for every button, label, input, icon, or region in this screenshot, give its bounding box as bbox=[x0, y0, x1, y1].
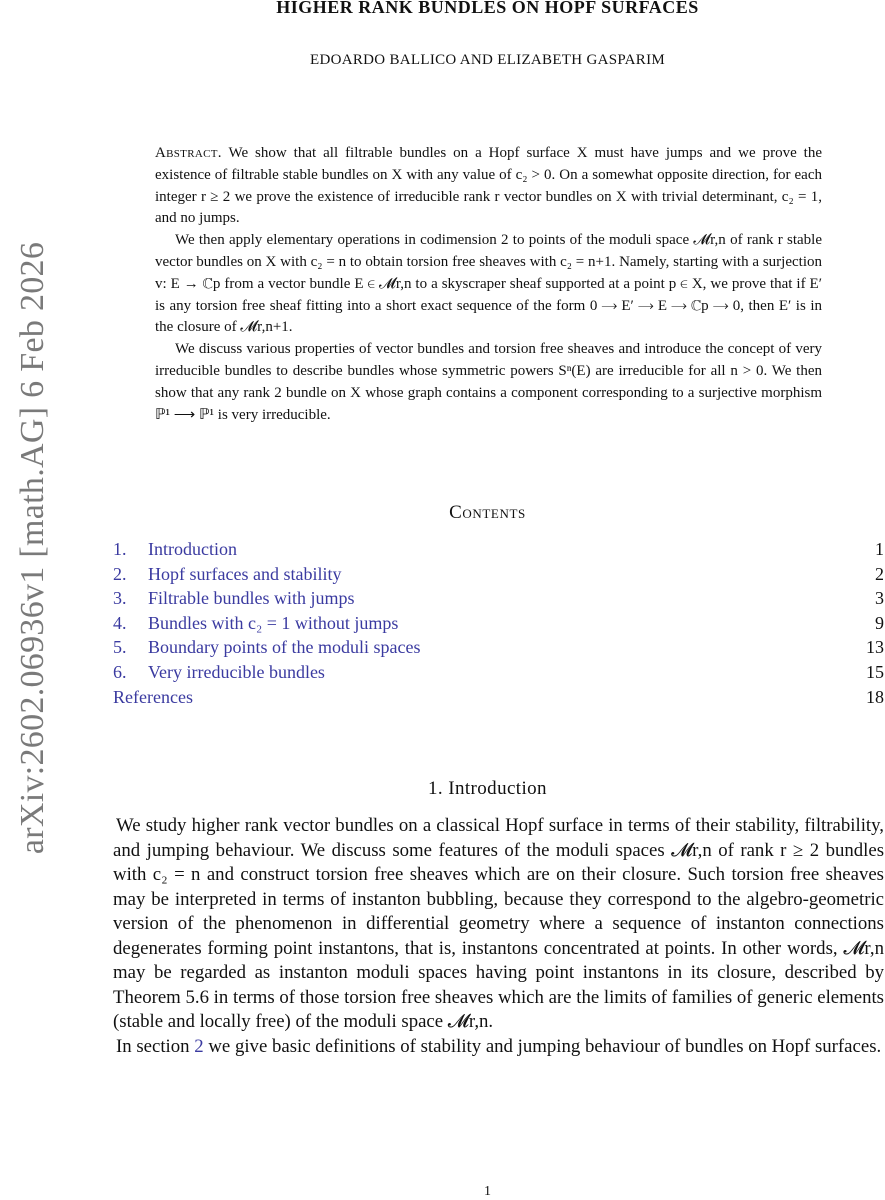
paper-title: HIGHER RANK BUNDLES ON HOPF SURFACES bbox=[276, 0, 699, 17]
toc-item-number: 3. bbox=[113, 588, 127, 609]
abstract bbox=[155, 143, 822, 426]
toc-item-number: 2. bbox=[113, 563, 127, 584]
abstract-paragraph-1 bbox=[155, 143, 822, 230]
toc-item-number: 5. bbox=[113, 637, 127, 658]
contents-heading: Contents bbox=[449, 502, 526, 523]
toc-item-number: 4. bbox=[113, 612, 127, 633]
toc-item[interactable] bbox=[113, 635, 884, 660]
toc-item-page: 15 bbox=[866, 661, 884, 682]
paper-authors: EDOARDO BALLICO AND ELIZABETH GASPARIM bbox=[309, 52, 665, 68]
toc-item[interactable] bbox=[113, 562, 884, 587]
toc-item-page: 18 bbox=[866, 686, 884, 707]
section-heading-introduction: 1. Introduction bbox=[428, 778, 547, 799]
toc-item[interactable] bbox=[113, 586, 884, 611]
toc-item-page: 13 bbox=[866, 637, 884, 658]
introduction-paragraph-1: We study higher rank vector bundles on a classical Hopf surface in terms of their stability, filtrability, and jumping behaviour. We discuss some features of the moduli spaces 𝓜r,n of rank r ≥ 2 bundles with c₂ = n and construct torsion free sheaves which are on their closure. Such torsion free sheaves may be interpreted in terms of instanton bubbling, because they correspond to the algebro-geometric version of the phenomenon in differential geometry where a sequence of instanton connections degenerates forming point instantons, that is, instantons concentrated at points. In other words, 𝓜r,n may be regarded as instanton moduli spaces having point instantons in its closure, described by Theorem 5.6 in terms of those torsion free sheaves which are the limits of families of generic elements (stable and locally free) of the moduli space 𝓜r,n. bbox=[113, 815, 884, 1032]
toc-item-label[interactable]: Filtrable bundles with jumps bbox=[148, 588, 355, 609]
introduction-p2-pre: In section bbox=[116, 1035, 190, 1057]
toc-item-label[interactable]: Bundles with c₂ = 1 without jumps bbox=[148, 612, 399, 633]
toc-item-page: 2 bbox=[875, 563, 884, 584]
toc-item[interactable] bbox=[113, 660, 884, 685]
abstract-heading: Abstract. bbox=[155, 145, 222, 161]
section-2-link[interactable]: 2 bbox=[194, 1035, 204, 1057]
page-number: 1 bbox=[484, 1184, 491, 1199]
toc-item-page: 1 bbox=[875, 539, 884, 559]
toc-item-label[interactable]: Hopf surfaces and stability bbox=[148, 563, 342, 584]
toc-item-label[interactable]: Introduction bbox=[148, 539, 237, 559]
toc-item[interactable] bbox=[113, 685, 884, 710]
toc-item-number: 6. bbox=[113, 661, 127, 682]
arxiv-side-identifier: arXiv:2602.06936v1 [math.AG] 6 Feb 2026 bbox=[14, 241, 51, 855]
abstract-paragraph-2: We then apply elementary operations in codimension 2 to points of the moduli space 𝓜r,n of rank r stable vector bundles on X with c₂ = n to obtain torsion free sheaves with c₂ = n+1. Namely, starting with a surjection v: E → ℂp from a vector bundle E ∈ 𝓜r,n to a skyscraper sheaf supported at a point p ∈ X, we prove that if E′ is any torsion free sheaf fitting into a short exact sequence of the form 0 ⟶ E′ ⟶ E ⟶ ℂp ⟶ 0, then E′ is in the closure of 𝓜r,n+1. bbox=[155, 232, 822, 336]
toc-item-number: 1. bbox=[113, 539, 127, 559]
introduction-paragraph-2 bbox=[113, 1035, 884, 1060]
toc-item-label[interactable]: Very irreducible bundles bbox=[148, 661, 325, 682]
toc-item-page: 3 bbox=[875, 588, 884, 609]
abstract-paragraph-3: We discuss various properties of vector bundles and torsion free sheaves and introduce the concept of very irreducible bundles to describe bundles whose symmetric powers Sⁿ(E) are irreducible for all n > 0. We then show that any rank 2 bundle on X whose graph contains a component corresponding to a surjective morphism ℙ¹ ⟶ ℙ¹ is very irreducible. bbox=[155, 341, 822, 423]
toc-item[interactable] bbox=[113, 611, 884, 636]
introduction-body bbox=[113, 814, 884, 1059]
abstract-text-1: We show that all filtrable bundles on a Hopf surface X must have jumps and we prove the existence of filtrable stable bundles on X with any value of c₂ > 0. On a somewhat opposite direction, for each integer r ≥ 2 we prove the existence of irreducible rank r vector bundles on X with trivial determinant, c₂ = 1, and no jumps. bbox=[155, 145, 822, 227]
table-of-contents bbox=[113, 537, 884, 709]
toc-item-label[interactable]: Boundary points of the moduli spaces bbox=[148, 637, 421, 658]
toc-item-label[interactable]: References bbox=[113, 686, 193, 707]
introduction-p2-post: we give basic definitions of stability and jumping behaviour of bundles on Hopf surfaces. bbox=[208, 1035, 882, 1057]
toc-item-page: 9 bbox=[875, 612, 884, 633]
toc-item[interactable] bbox=[113, 537, 884, 562]
